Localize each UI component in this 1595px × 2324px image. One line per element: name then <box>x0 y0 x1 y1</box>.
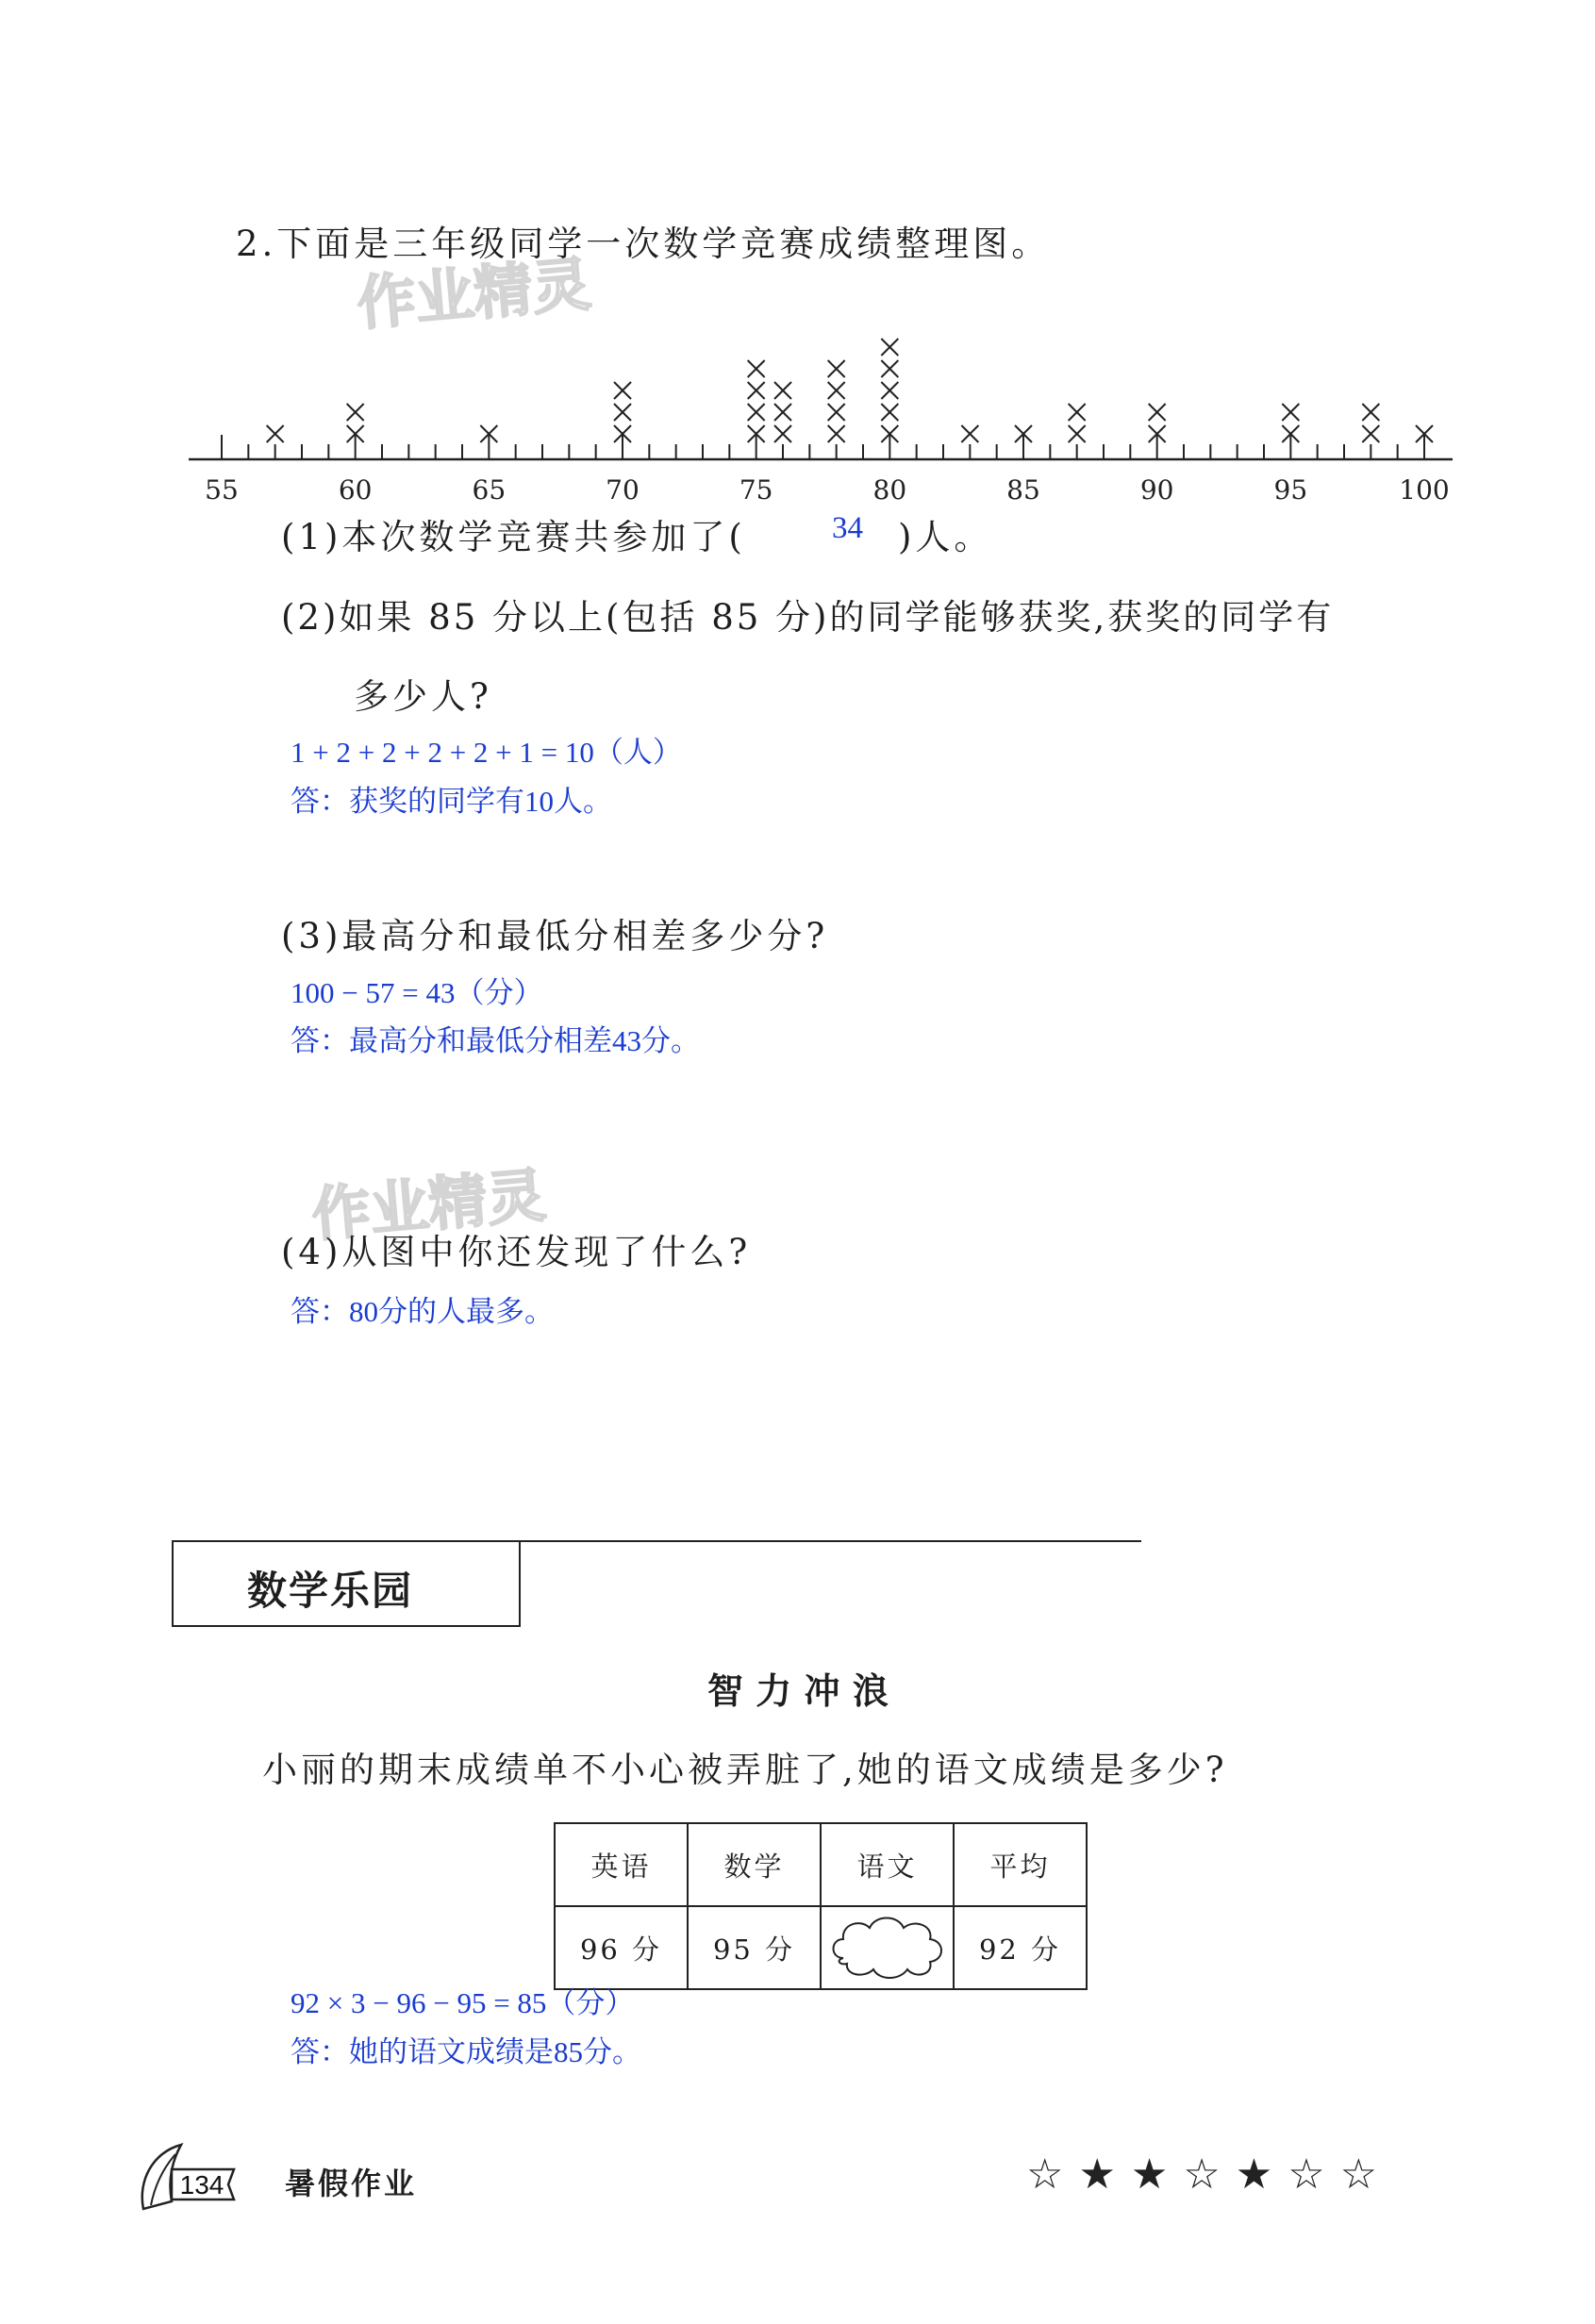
x-mark <box>961 425 978 442</box>
line-plot <box>179 302 1462 519</box>
table-header-cell: 语文 <box>821 1823 954 1906</box>
x-mark <box>828 360 845 377</box>
line-plot-svg <box>179 302 1462 519</box>
tick-label: 55 <box>205 474 239 506</box>
footer-stars: ☆★★☆★☆☆ <box>1026 2150 1393 2199</box>
section-subtitle: 智 力 冲 浪 <box>707 1670 889 1712</box>
tick-label: 100 <box>1399 474 1450 506</box>
tick-label: 95 <box>1273 474 1308 506</box>
x-mark <box>1362 404 1379 421</box>
tick-label: 65 <box>472 474 507 506</box>
q2-line1: (2)如果 85 分以上(包括 85 分)的同学能够获奖,获奖的同学有 <box>281 597 1335 638</box>
book-title: 暑假作业 <box>285 2166 418 2201</box>
section-answer-text: 答：她的语文成绩是85分。 <box>291 2035 641 2068</box>
x-mark <box>881 404 898 421</box>
table-cell: 95 分 <box>688 1906 821 1989</box>
x-mark <box>614 382 631 399</box>
q2-answer-text: 答：获奖的同学有10人。 <box>291 785 612 818</box>
x-mark <box>774 404 791 421</box>
section-rule <box>521 1540 1141 1542</box>
question-title: 2.下面是三年级同学一次数学竞赛成绩整理图。 <box>236 224 1051 264</box>
x-mark <box>828 425 845 442</box>
tick-label: 60 <box>338 474 373 506</box>
x-mark <box>1282 404 1299 421</box>
q2-line2: 多少人? <box>354 676 492 717</box>
tick-label: 80 <box>872 474 907 506</box>
x-mark <box>614 404 631 421</box>
watermark-2: 作业精灵 <box>308 1160 549 1250</box>
section-answer-calc: 92 × 3 − 96 − 95 = 85（分） <box>291 1986 635 2019</box>
table-cell: 92 分 <box>954 1906 1087 1989</box>
x-mark <box>774 425 791 442</box>
tick-label: 90 <box>1139 474 1174 506</box>
section-question: 小丽的期末成绩单不小心被弄脏了,她的语文成绩是多少? <box>262 1750 1228 1790</box>
q4: (4)从图中你还发现了什么? <box>281 1232 752 1272</box>
table-header-cell: 数学 <box>688 1823 821 1906</box>
x-mark <box>748 404 765 421</box>
x-mark <box>881 382 898 399</box>
x-mark <box>748 382 765 399</box>
leaf-logo-icon <box>134 2133 240 2216</box>
page-number: 134 <box>179 2170 224 2200</box>
q1-prefix: (1)本次数学竞赛共参加了( <box>281 517 746 557</box>
x-mark <box>828 404 845 421</box>
x-mark <box>748 360 765 377</box>
tick-label: 85 <box>1006 474 1040 506</box>
table-value-row <box>555 1906 1087 1989</box>
q2-answer-calc: 1 + 2 + 2 + 2 + 2 + 1 = 10（人） <box>291 736 682 769</box>
x-mark <box>267 425 284 442</box>
grades-table <box>554 1822 1088 1990</box>
x-mark <box>1149 404 1166 421</box>
x-mark <box>1069 404 1086 421</box>
q1-answer: 34 <box>832 511 863 545</box>
q3-answer-calc: 100 − 57 = 43（分） <box>291 976 543 1009</box>
tick-label: 70 <box>606 474 640 506</box>
table-header-cell: 平均 <box>954 1823 1087 1906</box>
x-mark <box>828 382 845 399</box>
q1-suffix: )人。 <box>898 517 993 557</box>
watermark: 作业精灵 <box>354 249 594 339</box>
x-mark <box>774 382 791 399</box>
x-mark <box>1362 425 1379 442</box>
x-mark <box>347 404 364 421</box>
q4-answer-text: 答：80分的人最多。 <box>291 1295 554 1328</box>
cloud-smudge-icon <box>826 1911 949 1984</box>
tick-label: 75 <box>739 474 773 506</box>
q3: (3)最高分和最低分相差多少分? <box>281 916 829 956</box>
smudge-cell <box>821 1906 954 1989</box>
section-title: 数学乐园 <box>247 1568 414 1614</box>
table-cell: 96 分 <box>555 1906 688 1989</box>
x-mark <box>881 339 898 356</box>
x-mark <box>881 360 898 377</box>
table-header-cell: 英语 <box>555 1823 688 1906</box>
q3-answer-text: 答：最高分和最低分相差43分。 <box>291 1024 700 1057</box>
x-mark <box>1069 425 1086 442</box>
table-header-row <box>555 1823 1087 1906</box>
